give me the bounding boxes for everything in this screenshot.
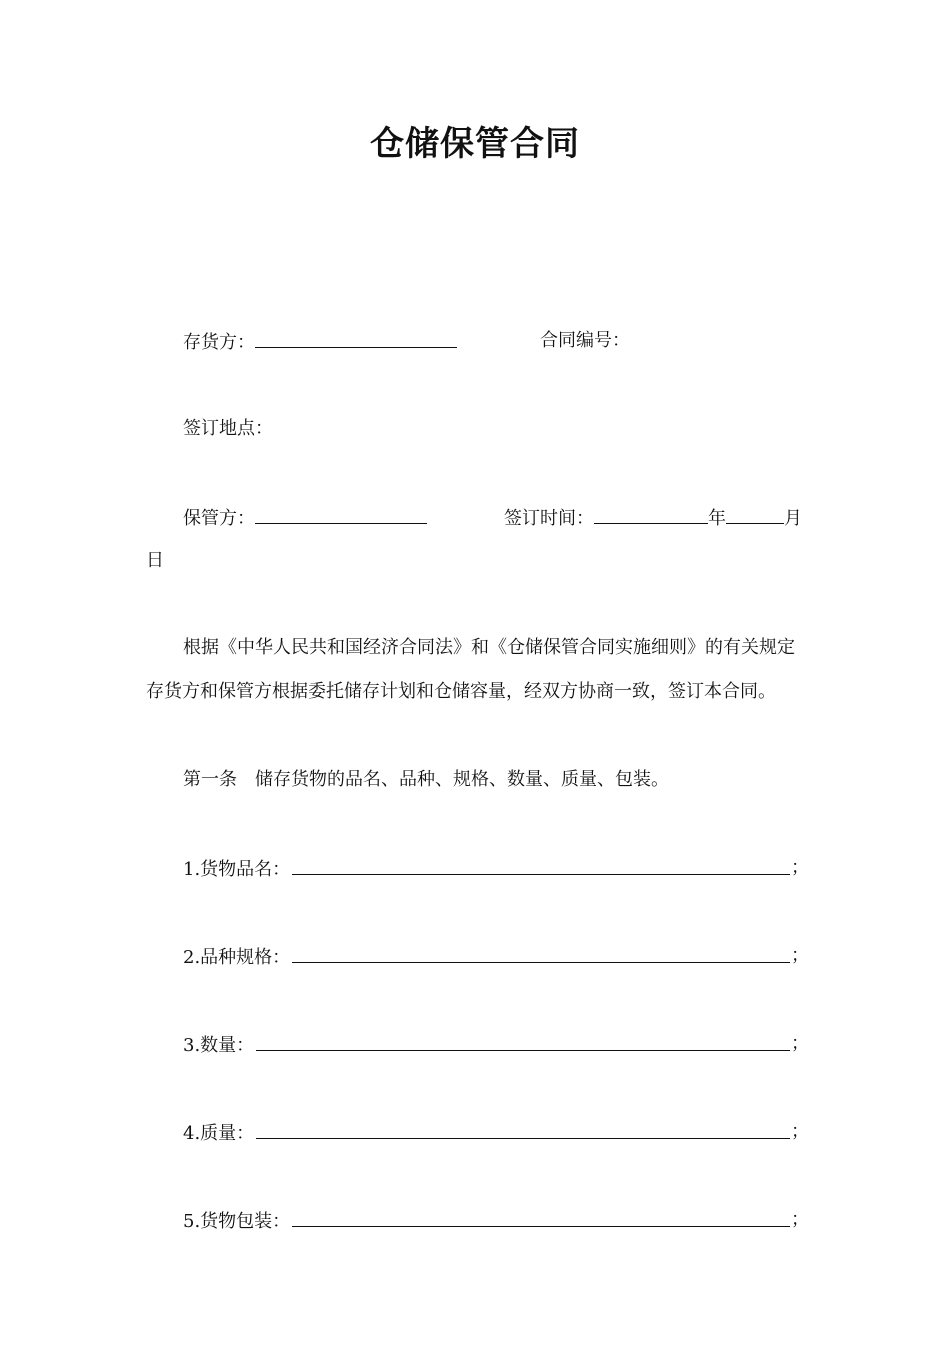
day-label: 日 — [146, 550, 164, 571]
item-row — [183, 1032, 790, 1058]
day-row — [146, 549, 164, 573]
item-blank[interactable] — [292, 856, 790, 875]
item-end: ； — [791, 1209, 809, 1230]
custodian-blank[interactable] — [255, 505, 427, 524]
contract-number-row — [540, 329, 630, 353]
item-end: ； — [791, 1121, 809, 1142]
month-label: 月 — [784, 508, 802, 529]
item-label: 3.数量： — [183, 1035, 255, 1056]
year-label: 年 — [708, 508, 726, 529]
sign-time-label: 签订时间： — [504, 508, 594, 529]
item-row — [183, 856, 790, 882]
item-row — [183, 1208, 790, 1234]
month-blank[interactable] — [726, 505, 784, 524]
item-label: 4.质量： — [183, 1123, 255, 1144]
item-row — [183, 944, 790, 970]
article-one: 第一条 储存货物的品名、品种、规格、数量、质量、包装。 — [183, 769, 669, 790]
item-label: 2.品种规格： — [183, 947, 291, 968]
sign-place-row — [183, 417, 273, 441]
sign-time-row — [504, 505, 802, 531]
custodian-row — [183, 505, 427, 531]
item-blank[interactable] — [256, 1120, 790, 1139]
item-label: 5.货物包装： — [183, 1211, 291, 1232]
item-end: ； — [791, 857, 809, 878]
intro-paragraph: 根据《中华人民共和国经济合同法》和《仓储保管合同实施细则》的有关规定存货方和保管方根据委托储存计划和仓储容量，经双方协商一致，签订本合同。 — [146, 637, 795, 702]
custodian-label: 保管方： — [183, 508, 255, 529]
depositor-label: 存货方： — [183, 332, 255, 353]
contract-number-label: 合同编号： — [540, 330, 630, 351]
sign-place-label: 签订地点： — [183, 418, 273, 439]
year-blank[interactable] — [594, 505, 708, 524]
item-end: ； — [791, 945, 809, 966]
depositor-row — [183, 329, 457, 355]
item-blank[interactable] — [292, 944, 790, 963]
item-label: 1.货物品名： — [183, 859, 291, 880]
item-blank[interactable] — [256, 1032, 790, 1051]
page-title: 仓储保管合同 — [370, 124, 580, 164]
item-row — [183, 1120, 790, 1146]
item-blank[interactable] — [292, 1208, 790, 1227]
item-end: ； — [791, 1033, 809, 1054]
depositor-blank[interactable] — [255, 329, 457, 348]
